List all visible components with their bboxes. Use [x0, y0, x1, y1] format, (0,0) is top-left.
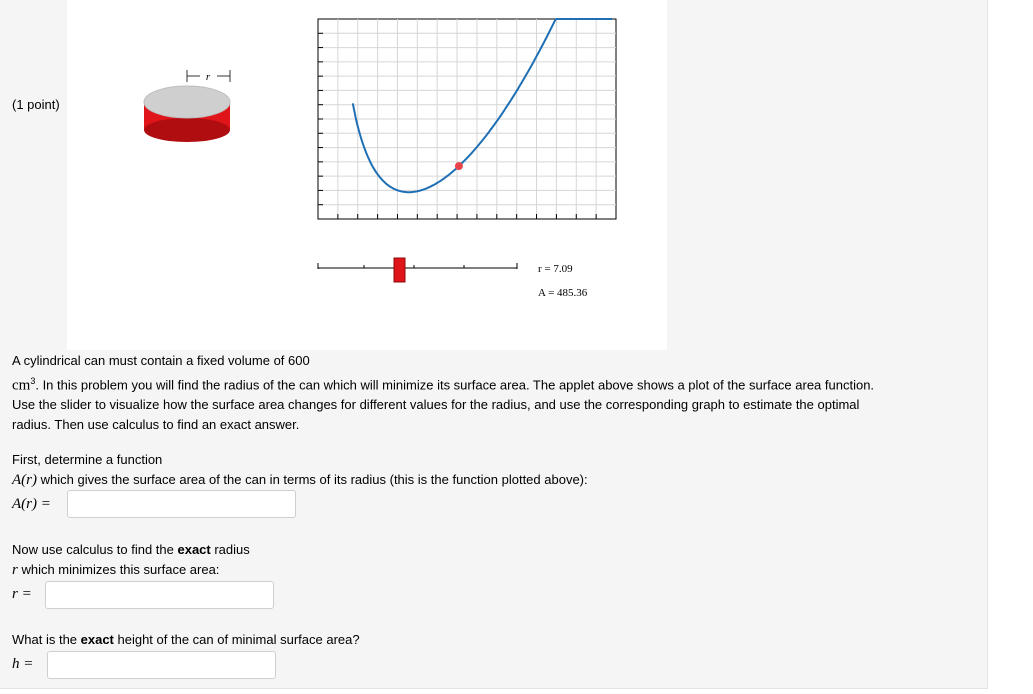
q3-label: h =: [12, 656, 34, 672]
q1-text-2: A(r) which gives the surface area of the can in terms of its radius (this is the function plotted above):: [12, 472, 588, 488]
height-input[interactable]: [47, 651, 276, 679]
cylinder-icon: [144, 86, 230, 142]
radius-slider[interactable]: [318, 258, 517, 282]
applet: [67, 0, 667, 350]
cylinder-top: [144, 86, 230, 118]
radius-input[interactable]: [45, 581, 274, 609]
slider-thumb[interactable]: [394, 258, 405, 282]
area-readout: A = 485.36: [538, 287, 588, 299]
intro-line: radius. Then use calculus to find an exact answer.: [12, 417, 300, 433]
area-graph: [318, 19, 616, 219]
q1-label: A(r) =: [12, 496, 51, 512]
points-label: (1 point): [12, 97, 60, 112]
intro-line: Use the slider to visualize how the surface area changes for different values for the radius, and use the corresponding graph to estimate the optimal: [12, 397, 860, 413]
area-function-input[interactable]: [67, 490, 296, 518]
radius-label: r: [205, 71, 211, 83]
current-point-marker: [455, 162, 463, 170]
q2-text-2: r which minimizes this surface area:: [12, 562, 220, 578]
cylinder-bottom: [144, 118, 230, 142]
q2-text: Now use calculus to find the exact radius: [12, 542, 250, 557]
problem-statement: [12, 351, 972, 435]
intro-line: A cylindrical can must contain a fixed volume of 600: [12, 353, 310, 368]
q2-label: r =: [12, 586, 32, 602]
q3-text: What is the exact height of the can of minimal surface area?: [12, 632, 360, 647]
intro-line: $cm^3$. In this problem you will find the radius of the can which will minimize its surface area. The applet above shows a plot of the surface area function.: [12, 376, 875, 394]
radius-readout: r = 7.09: [538, 263, 573, 275]
q1-text: First, determine a function: [12, 452, 163, 467]
